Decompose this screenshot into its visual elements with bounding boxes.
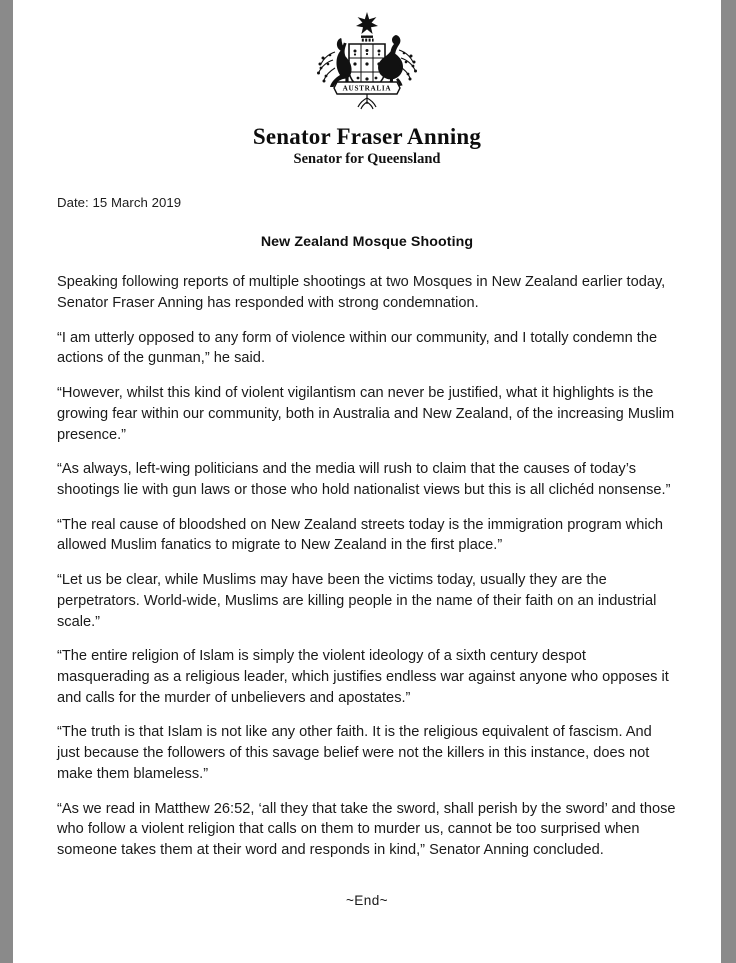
senator-role: Senator for Queensland — [293, 151, 441, 168]
paragraph: “The truth is that Islam is not like any other faith. It is the religious equivalent of fascism. And just because the followers of this savage belief were not the killers in this instance, does not make them blameless.” — [57, 724, 652, 782]
paragraph: “As always, left-wing politicians and the media will rush to claim that the causes of today’s shootings lie with gun laws or those who hold nationalist views but this is all clichéd nonsense.” — [57, 461, 671, 498]
paragraph: “The entire religion of Islam is simply the violent ideology of a sixth century despot masquerading as a religious leader, which justifies endless war against anyone who opposes it and calls for the murder of unbelievers and apostates.” — [57, 648, 669, 706]
australian-coat-of-arms-icon — [297, 8, 437, 112]
paragraph: “The real cause of bloodshed on New Zealand streets today is the immigration program which allowed Muslim fanatics to migrate to New Zealand in the first place.” — [57, 516, 664, 554]
end-mark: ~End~ — [345, 892, 389, 908]
emblem-scroll-text: AUSTRALIA — [342, 84, 392, 93]
scanned-document-page — [13, 0, 721, 963]
date-line: Date: 15 March 2019 — [57, 195, 182, 211]
paragraph: Speaking following reports of multiple shootings at two Mosques in New Zealand earlier today, Senator Fraser Anning has responded with strong condemnation. — [57, 274, 666, 311]
paragraph: “However, whilst this kind of violent vigilantism can never be justified, what it highlights is the growing fear within our community, both in Australia and New Zealand, of the increasing Muslim presence.” — [57, 385, 675, 443]
paragraph: “Let us be clear, while Muslims may have been the victims today, usually they are the perpetrators. World-wide, Muslims are killing people in the name of their faith on an industrial scale.” — [57, 572, 657, 630]
paragraph: “As we read in Matthew 26:52, ‘all they that take the sword, shall perish by the sword’ and those who follow a violent religion that calls on them to murder us, cannot be too surprised when someone takes them at their word and responds in kind,” Senator Anning concluded. — [57, 800, 676, 859]
paragraph: “I am utterly opposed to any form of violence within our community, and I totally condemn the actions of the gunman,” he said. — [57, 329, 658, 367]
document-body — [13, 195, 721, 908]
statement-paragraphs — [57, 272, 677, 861]
letterhead — [13, 0, 721, 168]
document-title: New Zealand Mosque Shooting — [260, 234, 474, 251]
senator-name: Senator Fraser Anning — [252, 124, 482, 149]
